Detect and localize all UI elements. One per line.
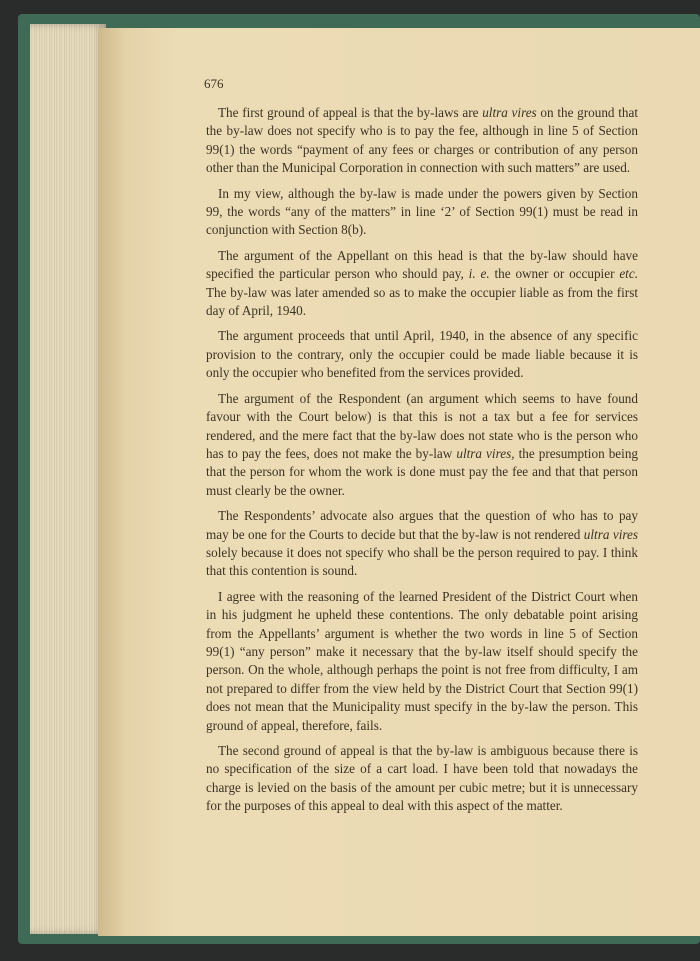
paragraph-5: The argument of the Respondent (an argument which seems to have found favour with the Court below) is that this is not a tax but a fee for services rendered, and the mere fact that the by-law does not state who is the person who has to pay the fees, does not make the by-law ultra vires, the presumption being that the person for whom the work is done must pay the fee and that that person must clearly be the owner. (206, 390, 639, 498)
paragraph-2: In my view, although the by-law is made under the powers given by Section 99, the words “any of the matters” in line ‘2’ of Section 99(1) must be read in conjunction with Section 8(b). (206, 185, 638, 238)
paragraph-3: The argument of the Appellant on this head is that the by-law should have specified the particular person who should pay, i. e. the owner or occupier etc. The by-law was later amended so as to make the occupier liable as from the first day of April, 1940. (206, 247, 638, 319)
paragraph-1: The first ground of appeal is that the by-laws are ultra vires on the ground that the by-law does not specify who is to pay the fee, although in line 5 of Section 99(1) the words “payment of any fees or charges or contribution of any person other than the Municipal Corporation in connection with such matters” are used. (206, 105, 638, 176)
paragraph-4: The argument proceeds that until April, 1940, in the absence of any specific provision to the contrary, only the occupier could be made liable because it is only the occupier who benefited from the services provided. (206, 328, 638, 381)
page-edges (30, 24, 106, 934)
paragraph-7: I agree with the reasoning of the learned President of the District Court when in his judgment he upheld these contentions. The only debatable point arising from the Appellants’ argument is whether the two words in line 5 of Section 99(1) “any person” make it necessary that the by-law itself should specify the person. On the whole, although perhaps the point is not free from difficulty, I am not prepared to differ from the view held by the District Court that Section 99(1) does not mean that the Municipality must specify in the by-law the person. This ground of appeal, therefore, fails. (206, 588, 638, 733)
book-page (98, 28, 700, 936)
paragraph-8: The second ground of appeal is that the by-law is ambiguous because there is no specification of the size of a cart load. I have been told that nowadays the charge is levied on the basis of the amount per cubic metre; but it is unnecessary for the purposes of this appeal to deal with this aspect of the matter. (206, 743, 638, 814)
paragraph-6: The Respondents’ advocate also argues that the question of who has to pay may be one for the Courts to decide but that the by-law is not rendered ultra vires solely because it does not specify who shall be the person required to pay. I think that this contention is sound. (206, 508, 638, 579)
page-body (206, 104, 638, 823)
page-number: 676 (204, 76, 224, 91)
